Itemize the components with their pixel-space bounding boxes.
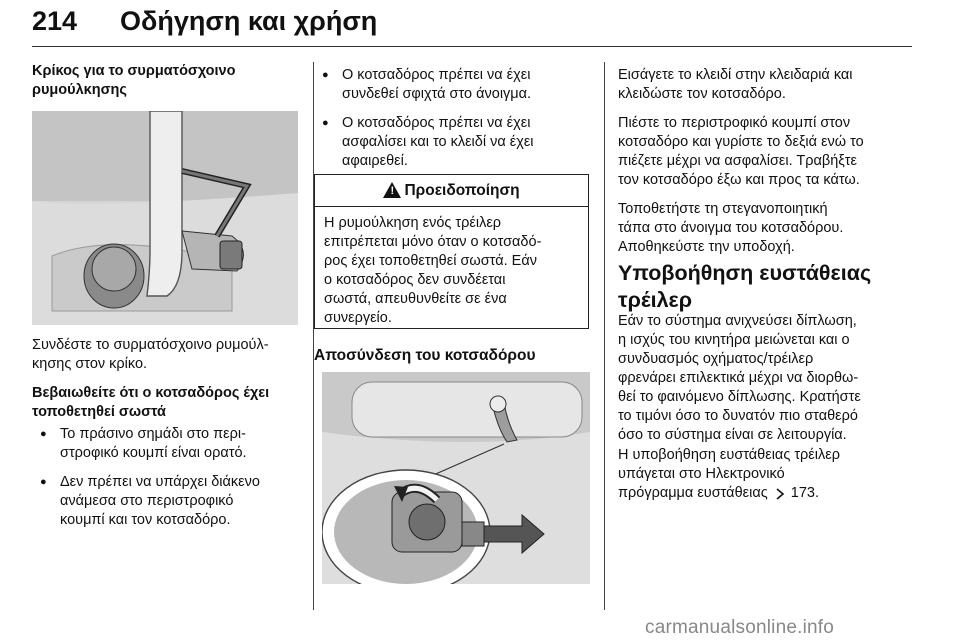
section-heading-towing-eye: Κρίκος για το συρματόσχοινο ρυμούλκησης: [32, 63, 236, 98]
warning-header: [315, 175, 588, 207]
towbar-key-illustration: [322, 372, 590, 584]
watermark: carmanualsonline.info: [645, 617, 835, 638]
towing-cable-illustration: [32, 111, 298, 325]
warning-triangle-icon: !: [383, 182, 401, 198]
page-reference-arrow-icon: [775, 487, 785, 497]
check-list-continued: [314, 66, 594, 171]
warning-title: Προειδοποίηση: [404, 181, 520, 199]
subheading-check-fitting: Βεβαιωθείτε ότι ο κοτσαδόρος έχει τοποθετηθεί σωστά: [32, 385, 270, 420]
list-item: ● Δεν πρέπει να υπάρχει διάκενο ανάμεσα στο περιστροφικό κουμπί και τον κοτσαδόρο.: [32, 473, 307, 530]
para-press-knob: Πιέστε το περιστροφικό κουμπί στον κοτσαδόρο και γυρίστε το δεξιά ενώ το πιέζετε μέχρι να ασφαλίσει. Τραβήξτε τον κοτσαδόρο έξω και προς τα κάτω.: [618, 115, 864, 188]
para-stability-description: Εάν το σύστημα ανιχνεύσει δίπλωση, η ισχύς του κινητήρα μειώνεται και ο συνδυασμός οχήματος/τρέιλερ φρενάρει επιλεκτικά μέχρι να διορθω- θεί το φαινόμενο δίπλωσης. Κρατήστε το τιμόνι όσο το δυνατόν πιο σταθερό όσο το σύστημα είναι σε λειτουργία.: [618, 313, 861, 443]
warning-text: Η ρυμούλκηση ενός τρέιλερ επιτρέπεται μόνο όταν ο κοτσαδό- ρος έχει τοποθετηθεί σωστά. Εάν ο κοτσαδόρος δεν συνδέεται σωστά, απευθυνθείτε σε ένα συνεργείο.: [324, 215, 542, 326]
section-heading-trailer-stability: Υποβοήθηση ευστάθειας τρέιλερ: [618, 261, 872, 312]
para-stability-reference: Η υποβοήθηση ευστάθειας τρέιλερ υπάγεται στο Ηλεκτρονικό πρόγραμμα ευστάθειας 173.: [618, 447, 840, 501]
page-number: 214: [32, 6, 78, 36]
header-rule: [32, 46, 912, 47]
list-item: ● Ο κοτσαδόρος πρέπει να έχει ασφαλίσει και το κλειδί να έχει αφαιρεθεί.: [314, 114, 594, 171]
column-divider: [604, 62, 605, 610]
illustration-caption: Συνδέστε το συρματόσχοινο ρυμούλ- κησης στον κρίκο.: [32, 337, 269, 372]
list-item: ● Το πράσινο σημάδι στο περι- στροφικό κουμπί είναι ορατό.: [32, 425, 307, 463]
page-reference-link[interactable]: 173.: [790, 485, 819, 501]
para-lock-key: Εισάγετε το κλειδί στην κλειδαριά και κλειδώστε τον κοτσαδόρο.: [618, 67, 853, 102]
chapter-title: Οδήγηση και χρήση: [120, 6, 378, 36]
section-heading-detach: Αποσύνδεση του κοτσαδόρου: [314, 347, 536, 364]
list-item: ● Ο κοτσαδόρος πρέπει να έχει συνδεθεί σφιχτά στο άνοιγμα.: [314, 66, 594, 104]
check-list: [32, 425, 307, 530]
warning-box: [314, 174, 589, 329]
para-sealing-cap: Τοποθετήστε τη στεγανοποιητική τάπα στο άνοιγμα του κοτσαδόρου. Αποθηκεύστε την υποδοχή.: [618, 201, 844, 255]
